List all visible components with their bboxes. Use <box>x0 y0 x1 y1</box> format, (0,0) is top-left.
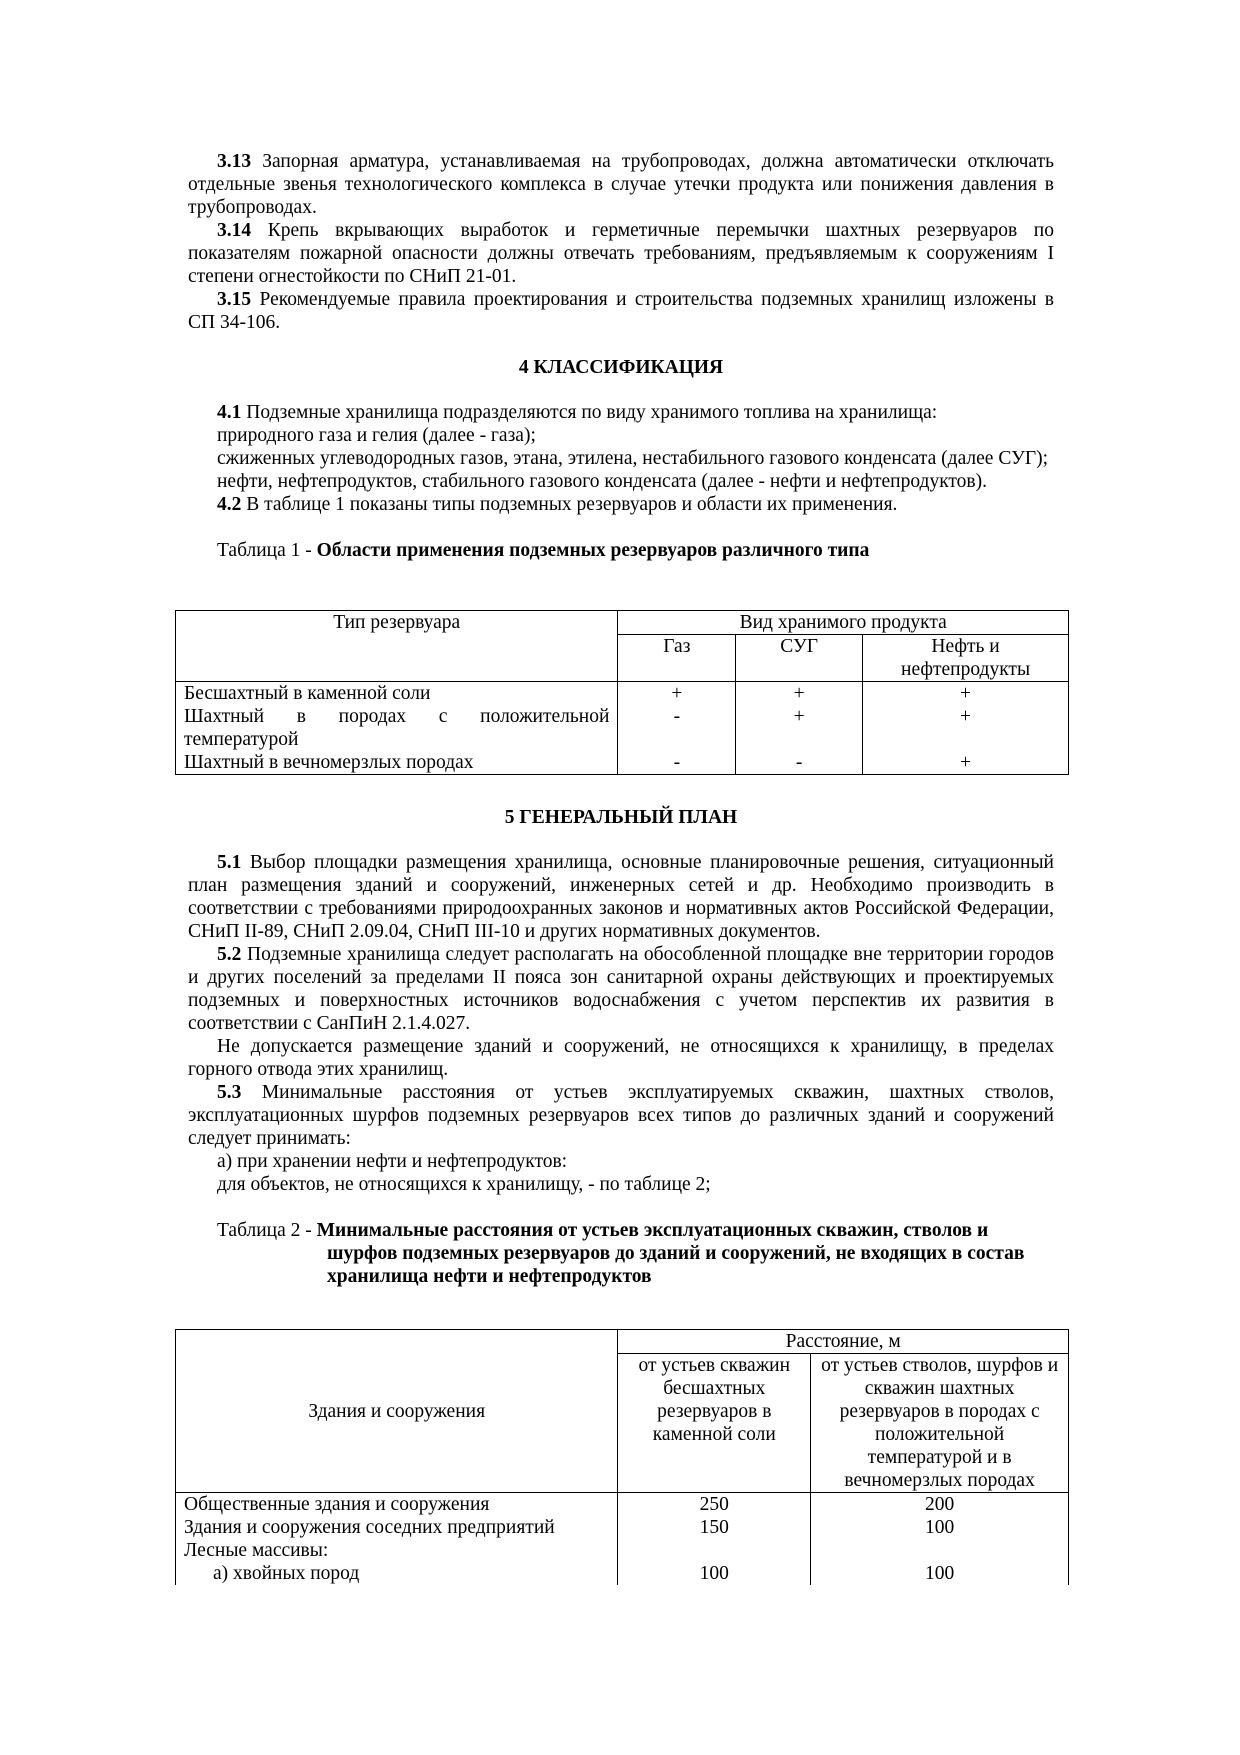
cell-type <box>176 705 618 751</box>
cell-type: Шахтный в вечномерзлых породах <box>184 752 474 773</box>
paragraph-5-2-note: Не допускается размещение зданий и сооружений, не относящихся к хранилищу, в пределах горного отвода этих хранилищ. <box>188 1036 1054 1080</box>
clause-text: Запорная арматура, устанавливаемая на трубопроводах, должна автоматически отключать отдельные звенья технологического комплекса в случае утечки продукта или понижения давления в трубопроводах. <box>188 151 1054 218</box>
clause-number: 5.1 <box>217 852 242 873</box>
clause-text: В таблице 1 показаны типы подземных резервуаров и области их применения. <box>241 494 898 515</box>
paragraph-4-2 <box>188 493 1054 516</box>
cell-gas: - <box>618 751 736 775</box>
table-row <box>176 705 1069 751</box>
cell-type-text: Шахтный в породах с положительной температурой <box>184 706 610 750</box>
clause-number: 3.14 <box>217 220 252 241</box>
table-caption-prefix: Таблица 1 - <box>217 540 317 561</box>
cell-sug: - <box>736 751 863 775</box>
cell-gas: + <box>618 682 736 706</box>
cell-distance-b: 100 <box>811 1516 1069 1539</box>
clause-text: Подземные хранилища следует располагать на обособленной площадке вне территории городов и других поселений за пределами II пояса зон санитарной охраны действующих и проектируемых подземных и поверхностных источников водоснабжения с учетом перспектив их развития в соответствии с СанПиН 2.1.4.027. <box>188 944 1054 1034</box>
cell-name: Лесные массивы: <box>184 1540 329 1561</box>
column-header-gas: Газ <box>618 635 736 682</box>
text-column <box>188 150 1054 562</box>
cell-distance-b: 200 <box>811 1493 1069 1517</box>
clause-number: 3.13 <box>217 151 252 172</box>
table-row <box>176 682 1069 706</box>
table-caption-title: Минимальные расстояния от устьев эксплуатационных скважин, стволов и шурфов подземных резервуаров до зданий и сооружений, не входящих в состав хранилища нефти и нефтепродуктов <box>316 1220 1025 1287</box>
clause-number: 4.1 <box>217 402 242 423</box>
list-item-sug: сжиженных углеводородных газов, этана, этилена, нестабильного газового конденсата (далее СУГ); <box>217 448 1049 469</box>
clause-number: 5.2 <box>217 944 242 965</box>
table-row <box>176 1539 1069 1562</box>
cell-oil: + <box>863 751 1069 775</box>
table-caption-title: Области применения подземных резервуаров различного типа <box>316 540 870 561</box>
clause-text: Рекомендуемые правила проектирования и строительства подземных хранилищ изложены в СП 34-106. <box>188 289 1054 333</box>
clause-number: 4.2 <box>217 494 242 515</box>
table-1-caption <box>188 539 1054 562</box>
list-item-objects: для объектов, не относящихся к хранилищу, - по таблице 2; <box>217 1174 711 1195</box>
table-2-caption <box>217 1219 1054 1288</box>
column-header-salt-wells: от устьев скважин бесшахтных резервуаров в каменной соли <box>618 1354 811 1493</box>
paragraph-4-1 <box>188 401 1054 424</box>
column-header-distance: Расстояние, м <box>618 1330 1069 1354</box>
cell-name: Здания и сооружения соседних предприятий <box>184 1517 555 1538</box>
clause-text: Крепь вкрывающих выработок и герметичные перемычки шахтных резервуаров по показателям пожарной опасности должны отвечать требованиям, предъявляемым к сооружениям I степени огнестойкости по СНиП 21-01. <box>188 220 1054 287</box>
clause-number: 3.15 <box>217 289 252 310</box>
column-header-oil: Нефть и нефтепродукты <box>863 635 1069 682</box>
table-caption-prefix: Таблица 2 - <box>217 1220 317 1241</box>
section-4-heading: 4 КЛАССИФИКАЦИЯ <box>518 357 724 378</box>
column-header-buildings: Здания и сооружения <box>176 1330 618 1493</box>
cell-name: а) хвойных пород <box>213 1563 360 1584</box>
cell-sug: + <box>736 705 863 751</box>
cell-oil: + <box>863 682 1069 706</box>
table-row <box>176 1562 1069 1585</box>
column-header-shaft-reservoirs: от устьев стволов, шурфов и скважин шахтных резервуаров в породах с положительной температурой и в вечномерзлых породах <box>811 1354 1069 1493</box>
text-column-2 <box>188 806 1054 1288</box>
paragraph-3-13 <box>188 150 1054 219</box>
column-header-sug: СУГ <box>736 635 863 682</box>
section-5-heading: 5 ГЕНЕРАЛЬНЫЙ ПЛАН <box>504 807 738 828</box>
clause-text: Подземные хранилища подразделяются по виду хранимого топлива на хранилища: <box>241 402 938 423</box>
table-2 <box>175 1329 1069 1585</box>
cell-distance-a: 150 <box>618 1516 811 1539</box>
table-row <box>176 1516 1069 1539</box>
cell-distance-b: 100 <box>811 1562 1069 1585</box>
table-row <box>176 751 1069 775</box>
paragraph-5-1 <box>188 851 1054 943</box>
column-header-product: Вид хранимого продукта <box>618 611 1069 635</box>
cell-oil: + <box>863 705 1069 751</box>
table-row <box>176 1493 1069 1517</box>
cell-distance-a: 250 <box>618 1493 811 1517</box>
cell-gas: - <box>618 705 736 751</box>
cell-type: Бесшахтный в каменной соли <box>184 683 431 704</box>
cell-name: Общественные здания и сооружения <box>184 1494 490 1515</box>
cell-sug: + <box>736 682 863 706</box>
clause-number: 5.3 <box>217 1082 242 1103</box>
clause-text: Минимальные расстояния от устьев эксплуатируемых скважин, шахтных стволов, эксплуатационных шурфов подземных резервуаров всех типов до различных зданий и сооружений следует принимать: <box>188 1082 1054 1149</box>
paragraph-5-3 <box>188 1081 1054 1150</box>
cell-distance-b <box>811 1539 1069 1562</box>
cell-distance-a <box>618 1539 811 1562</box>
cell-distance-a: 100 <box>618 1562 811 1585</box>
table-1 <box>175 610 1069 775</box>
paragraph-3-14 <box>188 219 1054 288</box>
paragraph-5-2 <box>188 943 1054 1035</box>
clause-text: Выбор площадки размещения хранилища, основные планировочные решения, ситуационный план размещения зданий и сооружений, инженерных сетей и др. Необходимо производить в соответствии с требованиями природоохранных законов и нормативных актов Российской Федерации, СНиП II-89, СНиП 2.09.04, СНиП III-10 и других нормативных документов. <box>188 852 1054 942</box>
list-item-gas: природного газа и гелия (далее - газа); <box>217 425 536 446</box>
list-item-oil: нефти, нефтепродуктов, стабильного газового конденсата (далее - нефти и нефтепродуктов). <box>217 471 988 492</box>
column-header-type: Тип резервуара <box>176 611 618 682</box>
paragraph-3-15 <box>188 288 1054 334</box>
list-item-a: а) при хранении нефти и нефтепродуктов: <box>217 1151 568 1172</box>
